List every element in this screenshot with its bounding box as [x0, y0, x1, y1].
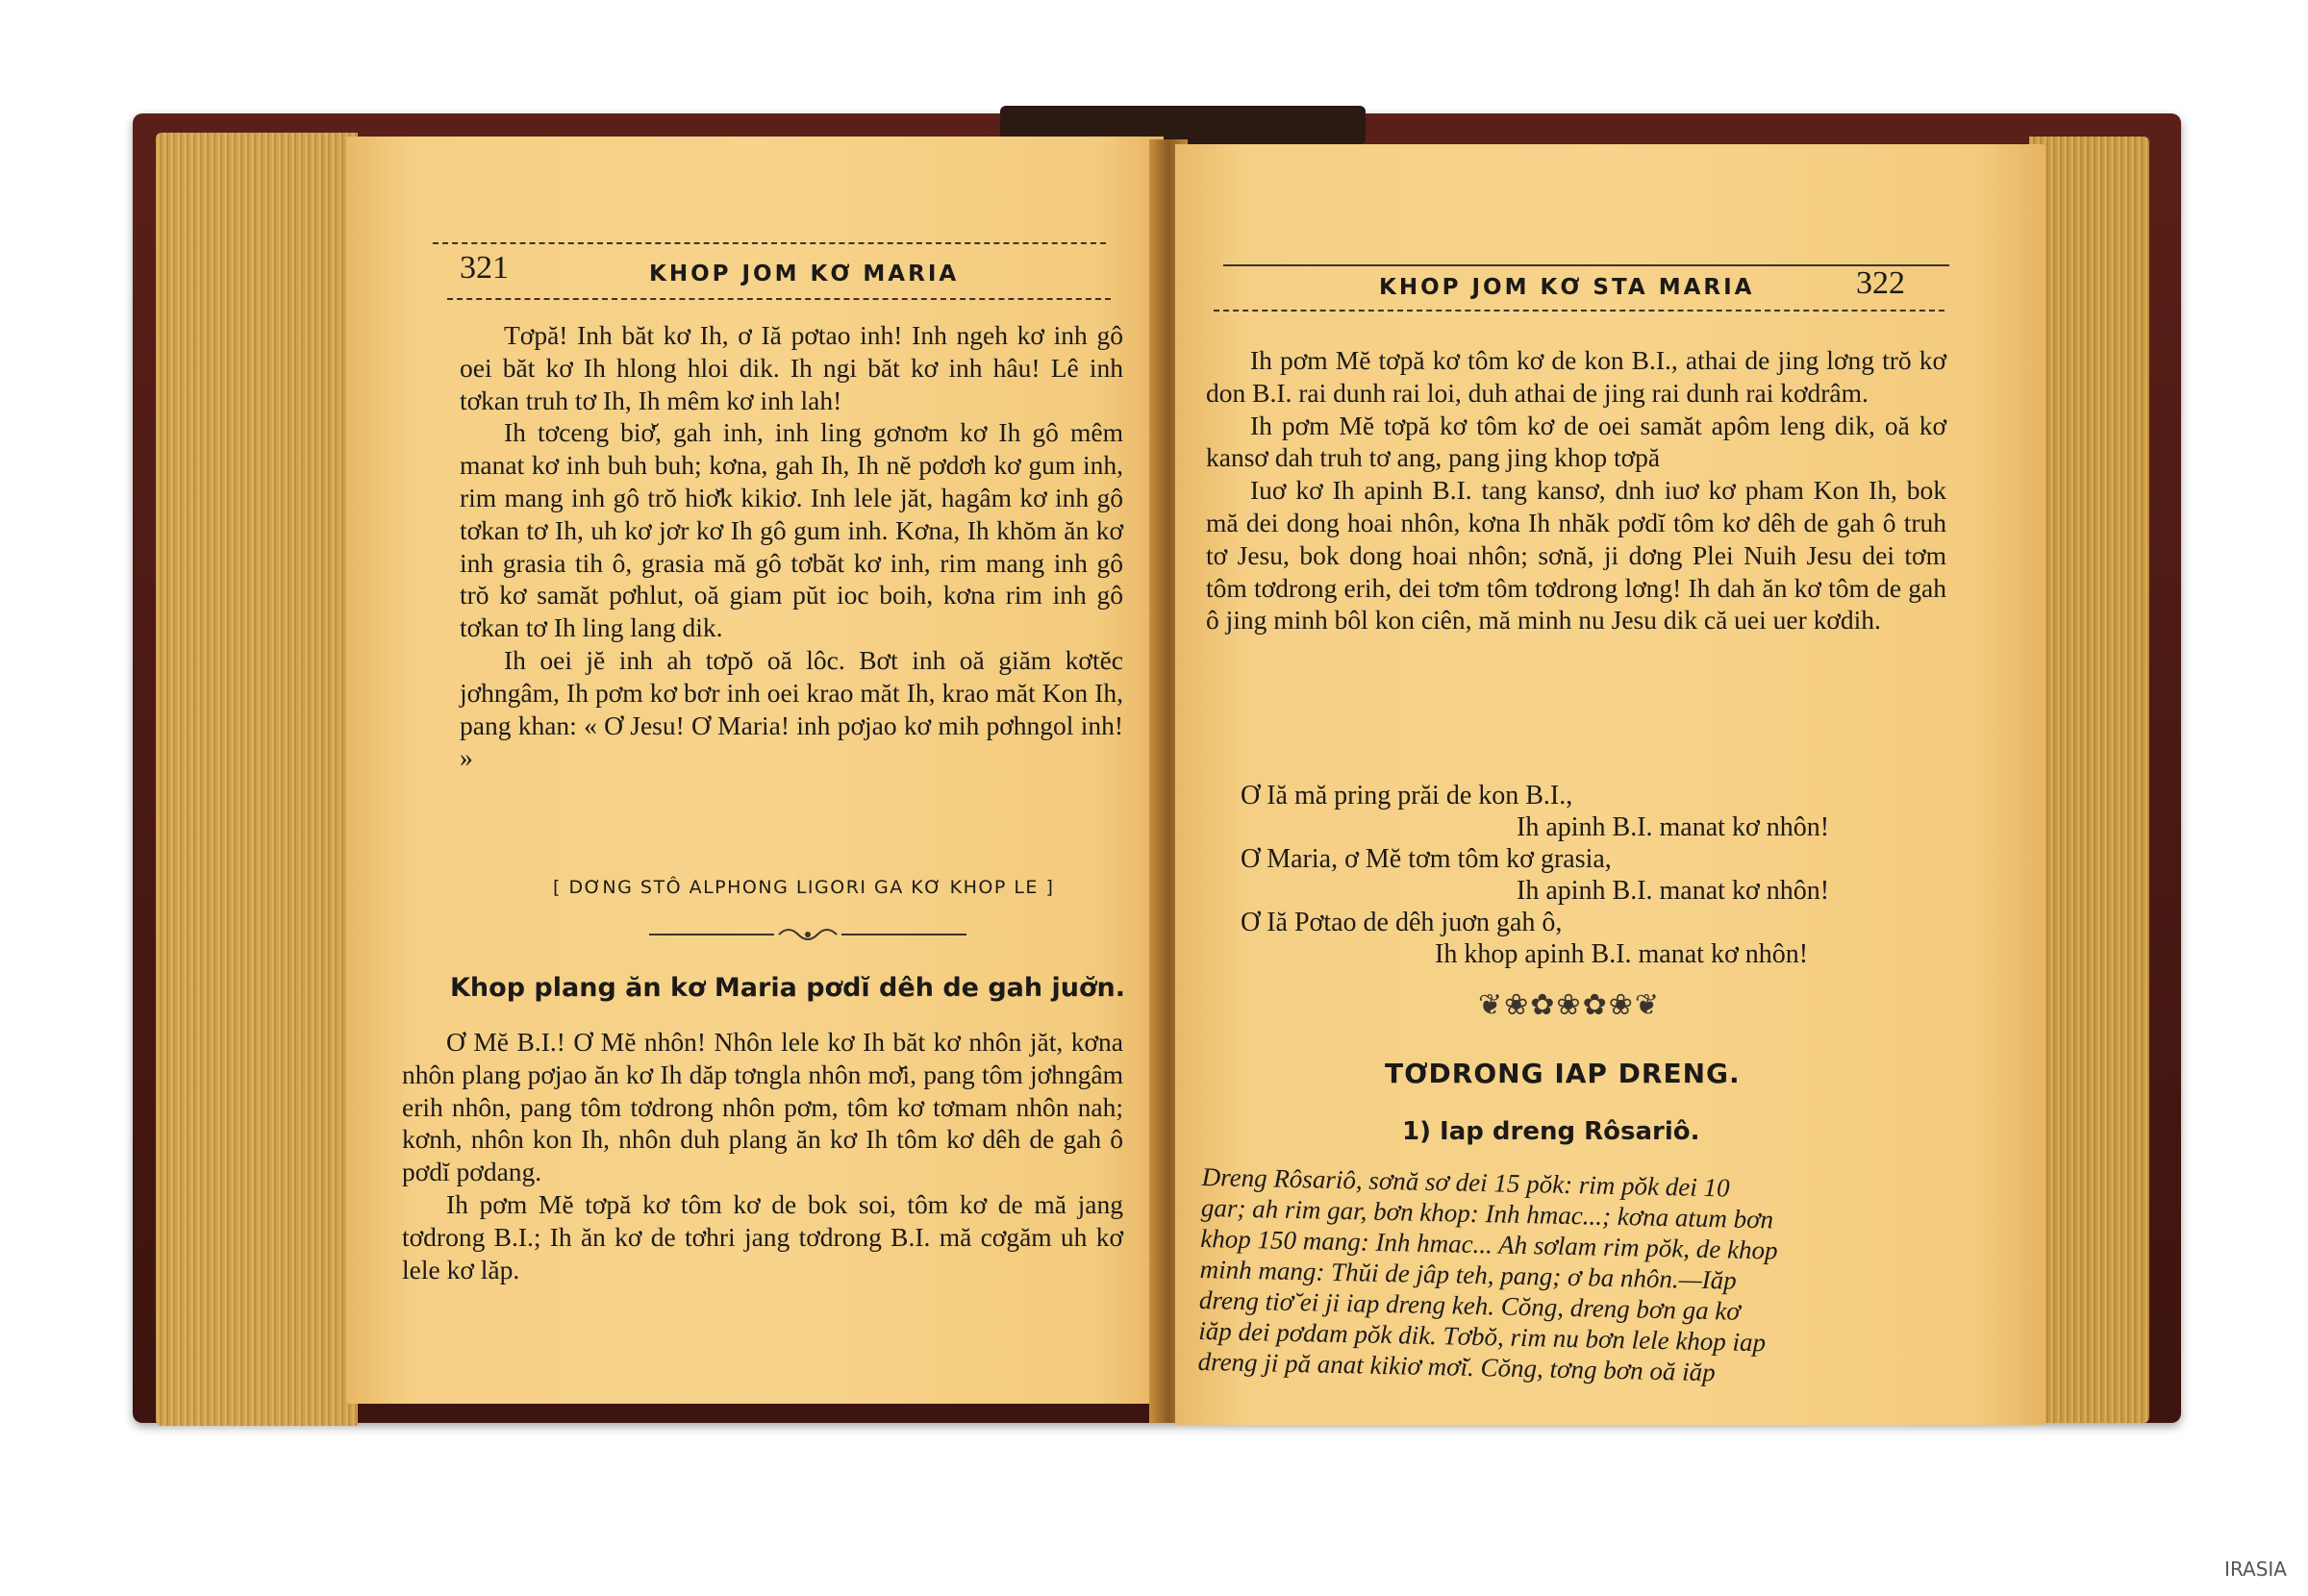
litany-response: Ih apinh B.I. manat kơ nhôn!	[1517, 812, 1830, 842]
paragraph: Ih pơm Mĕ tơpă kơ tôm kơ de oei samăt apôm leng dik, oă kơ kansơ dah truh tơ ang, pang jing khop tơpă	[1206, 410, 1946, 473]
litany-response: Ih khop apinh B.I. manat kơ nhôn!	[1435, 939, 1809, 969]
text-line: iăp dei pơdam pŏk dik. Tơbŏ, rim nu bơn lele khop iap	[1198, 1315, 1767, 1358]
paragraph: Ih tơceng biơ̆, gah inh, inh ling gơnơm kơ Ih gô mêm manat kơ inh buh buh; kơna, gah Ih, Ih nĕ pơdơh kơ gum inh, rim mang inh gô trŏ hiơ̆k kikiơ. Inh lele jăt, hagâm kơ inh gô tơkan tơ Ih, uh kơ jơr kơ Ih gô gum inh. Kơna, Ih khŏm ăn kơ inh grasia tih ô, grasia mă gô tơbăt kơ inh, rim mang inh gô trŏ kơ samăt pơhlut, oă giam pŭt ioc boih, kơna rim inh gô tơkan tơ Ih ling lang dik.	[460, 417, 1123, 643]
section-heading: TƠDRONG IAP DRENG.	[1385, 1058, 1741, 1089]
text-line: gar; ah rim gar, bơn khop: Inh hmac...; kơna atum bơn	[1200, 1192, 1774, 1234]
header-rule-top	[433, 242, 1106, 244]
running-head-left: KHOP JOM KƠ MARIA	[649, 262, 960, 287]
header-rule-bottom-right	[1214, 310, 1944, 312]
left-page-edges	[156, 133, 358, 1426]
left-body-text	[460, 319, 1123, 774]
litany-call: Ơ Iă Pơtao de dêh juơn gah ô,	[1241, 908, 1563, 937]
paragraph: Tơpă! Inh băt kơ Ih, ơ Iă pơtao inh! Inh ngeh kơ inh gô oei băt kơ Ih hlong hloi dik. Ih ngi băt kơ inh hâu! Lê inh tơkan truh tơ Ih, Ih mêm kơ inh lah!	[460, 320, 1123, 415]
paragraph: Ih oei jĕ inh ah tơpŏ oă lôc. Bơt inh oă giăm kơtĕc jơhngâm, Ih pơm kơ bơr inh oei krao măt Ih, krao măt Kon Ih, pang khan: « Ơ Jesu! Ơ Maria! inh pơjao kơ mih pơhngol inh! »	[460, 644, 1123, 773]
floral-ornament: ❦❀✿❀✿❀❦	[1478, 989, 1661, 1021]
divider-ornament	[649, 925, 966, 944]
text-line: dreng tiơ̆ ei ji iap dreng keh. Cŏng, dreng bơn ga kơ	[1198, 1284, 1742, 1326]
litany-response: Ih apinh B.I. manat kơ nhôn!	[1517, 876, 1830, 906]
text-line: Dreng Rôsariô, sơnă sơ dei 15 pŏk: rim pŏk dei 10	[1201, 1161, 1730, 1203]
paragraph: Iuơ kơ Ih apinh B.I. tang kansơ, dnh iuơ kơ pham Kon Ih, bok mă dei dong hoai nhôn, kơna Ih nhăk pơdĭ tôm kơ dêh de gah ô truh tơ Jesu, bok dong hoai nhôn; sơnă, ji dơng Plei Nuih Jesu dei tơm tôm tơdrong erih, dei tơm tôm tơdrong lơng! Ih dah ăn kơ tôm de gah ô jing minh bôl kon ciên, mă minh nu Jesu dik că uei uer kơdih.	[1206, 475, 1946, 636]
paragraph: Ơ Mĕ B.I.! Ơ Mĕ nhôn! Nhôn lele kơ Ih băt kơ nhôn jăt, kơna nhôn plang pơjao ăn kơ Ih dăp tơngla nhôn mơ̆i, pang tôm jơhngâm erih nhôn, pang tôm tơdrong nhôn pơm, tôm kơ tơmam nhôn nah; kơnh, nhôn kon Ih, nhôn duh plang ăn kơ Ih tôm kơ dêh de gah ô pơdĭ pơdang.	[402, 1027, 1123, 1187]
section-subheading: 1) Iap dreng Rôsariô.	[1402, 1117, 1700, 1146]
text-line: dreng ji pă anat kikiơ mơ̆i. Cŏng, tơng bơn oă iăp	[1197, 1346, 1716, 1387]
section-title: Khop plang ăn kơ Maria pơdĭ dêh de gah juơ̆n.	[450, 973, 1126, 1003]
left-page	[346, 137, 1164, 1404]
right-body-text	[1206, 344, 1946, 636]
running-head-right: KHOP JOM KƠ STA MARIA	[1379, 275, 1755, 300]
paragraph: Ih pơm Mĕ tơpă kơ tôm kơ de kon B.I., athai de jing lơng trŏ kơ don B.I. rai dunh rai loi, duh athai de jing rai dunh rai kơdrâm.	[1206, 345, 1946, 408]
paragraph: Ih pơm Mĕ tơpă kơ tôm kơ de bok soi, tôm kơ de mă jang tơdrong B.I.; Ih ăn kơ de tơhri jang tơdrong B.I. mă cơgăm uh kơ lele kơ lăp.	[402, 1188, 1123, 1284]
litany-call: Ơ Iă mă pring prăi de kon B.I.,	[1241, 781, 1573, 810]
right-page	[1175, 144, 2045, 1425]
page-number-left: 321	[460, 250, 509, 286]
watermark: IRASIA	[2224, 1558, 2287, 1581]
text-line: minh mang: Thŭi de jâp teh, pang; ơ ba nhôn.—Iăp	[1199, 1254, 1737, 1295]
header-rule-top-right	[1223, 264, 1949, 266]
italic-instructions	[1197, 1161, 1952, 1392]
right-page-edges	[2029, 137, 2149, 1423]
litany-call: Ơ Maria, ơ Mĕ tơm tôm kơ grasia,	[1241, 844, 1612, 874]
header-rule-bottom	[447, 298, 1111, 300]
text-line: khop 150 mang: Inh hmac... Ah sơlam rim pŏk, de khop	[1200, 1223, 1778, 1265]
page-number-right: 322	[1856, 265, 1905, 301]
attribution: [ DƠNG STÔ ALPHONG LIGORI GA KƠ KHOP LE ]	[553, 877, 1055, 898]
section-body-text	[402, 1026, 1123, 1285]
